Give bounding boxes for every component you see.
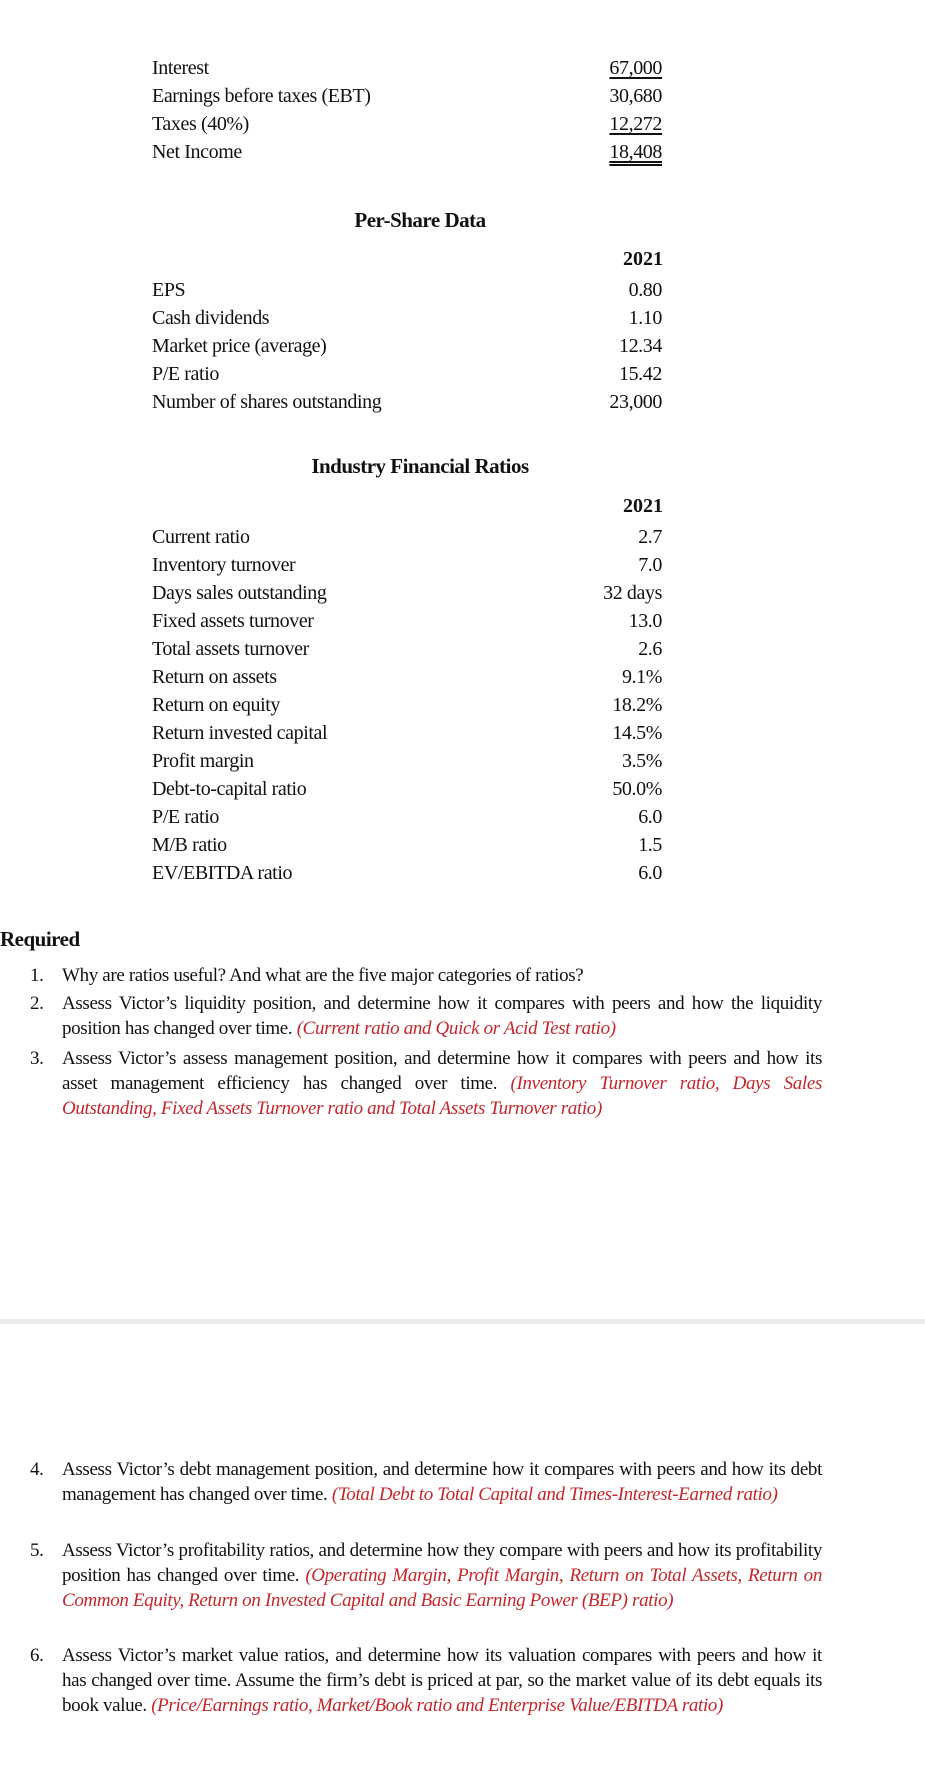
row-label: Profit margin — [152, 750, 254, 772]
row-value: 12.34 — [618, 335, 662, 357]
industry-ratio-row — [152, 579, 662, 607]
row-value: 9.1% — [621, 666, 662, 688]
question-1 — [30, 963, 822, 988]
question-number: 4. — [30, 1459, 44, 1480]
question-4 — [30, 1457, 822, 1507]
per-share-year: 2021 — [623, 248, 663, 270]
row-label: Taxes (40%) — [152, 113, 249, 135]
row-value: 12,272 — [609, 113, 662, 135]
row-label: P/E ratio — [152, 363, 219, 385]
question-hint: (Operating Margin, Profit Margin, Return on Total Assets, Return on Common Equity, Return on Invested Capital and Basic Earning Power (BEP) ratio) — [62, 1565, 822, 1611]
income-row-taxes — [152, 110, 662, 138]
question-text: Assess Victor’s assess management position, and determine how it compares with peers and how its asset management efficiency has changed over time. — [62, 1048, 822, 1094]
question-text: Assess Victor’s profitability ratios, and determine how they compare with peers and how its profitability position has changed over time. — [62, 1540, 822, 1586]
income-row-interest — [152, 54, 662, 82]
row-value: 14.5% — [612, 722, 662, 744]
row-value: 23,000 — [609, 391, 662, 413]
question-text: Assess Victor’s market value ratios, and determine how its valuation compares with peers and how it has changed over time. Assume the firm’s debt is priced at par, so the market value of its debt equals its book value. — [62, 1645, 822, 1716]
industry-ratio-row — [152, 551, 662, 579]
row-label: Debt-to-capital ratio — [152, 778, 307, 800]
row-value: 67,000 — [609, 57, 662, 79]
row-value: 13.0 — [628, 610, 662, 632]
industry-year: 2021 — [623, 495, 663, 517]
row-value: 15.42 — [618, 363, 662, 385]
question-number: 3. — [30, 1048, 44, 1069]
row-value: 30,680 — [609, 85, 662, 107]
per-share-row — [152, 276, 662, 304]
row-value: 0.80 — [628, 279, 662, 301]
page-divider — [0, 1319, 925, 1324]
question-hint: (Inventory Turnover ratio, Days Sales Outstanding, Fixed Assets Turnover ratio and Total Assets Turnover ratio) — [62, 1073, 822, 1119]
row-value: 2.6 — [638, 638, 662, 660]
industry-ratio-row — [152, 663, 662, 691]
row-value: 7.0 — [638, 554, 662, 576]
row-value: 1.10 — [628, 307, 662, 329]
row-label: Current ratio — [152, 526, 250, 548]
row-label: Days sales outstanding — [152, 582, 327, 604]
question-2 — [30, 991, 822, 1041]
row-label: Return on equity — [152, 694, 281, 716]
row-label: Earnings before taxes (EBT) — [152, 85, 371, 107]
industry-ratio-row — [152, 831, 662, 859]
industry-ratio-row — [152, 523, 662, 551]
row-label: Net Income — [152, 141, 242, 163]
row-label: Number of shares outstanding — [152, 391, 382, 413]
row-label: EPS — [152, 279, 186, 301]
per-share-row — [152, 332, 662, 360]
document-page-2 — [0, 1340, 925, 1784]
question-hint: (Price/Earnings ratio, Market/Book ratio and Enterprise Value/EBITDA ratio) — [151, 1695, 724, 1716]
industry-ratio-row — [152, 691, 662, 719]
per-share-heading: Per-Share Data — [354, 208, 486, 232]
question-number: 1. — [30, 965, 44, 986]
row-value: 32 days — [603, 582, 662, 604]
question-number: 5. — [30, 1540, 44, 1561]
industry-ratio-row — [152, 803, 662, 831]
row-label: Return on assets — [152, 666, 277, 688]
industry-ratio-row — [152, 635, 662, 663]
required-heading: Required — [0, 927, 80, 951]
industry-ratio-row — [152, 747, 662, 775]
question-6 — [30, 1643, 822, 1718]
industry-ratio-row — [152, 719, 662, 747]
row-label: Fixed assets turnover — [152, 610, 314, 632]
income-row-net-income — [152, 138, 662, 166]
question-text: Assess Victor’s liquidity position, and determine how it compares with peers and how the liquidity position has changed over time. — [62, 993, 822, 1039]
row-value: 18.2% — [612, 694, 662, 716]
question-3 — [30, 1046, 822, 1121]
row-label: Cash dividends — [152, 307, 270, 329]
row-value: 3.5% — [621, 750, 662, 772]
question-5 — [30, 1538, 822, 1613]
industry-ratio-row — [152, 859, 662, 887]
per-share-row — [152, 388, 662, 416]
per-share-row — [152, 304, 662, 332]
industry-ratio-row — [152, 607, 662, 635]
row-value: 50.0% — [612, 778, 662, 800]
row-value: 6.0 — [638, 862, 662, 884]
industry-ratio-row — [152, 775, 662, 803]
question-text: Assess Victor’s debt management position, and determine how it compares with peers and how its debt management has changed over time. — [62, 1459, 822, 1505]
row-label: Interest — [152, 57, 209, 79]
question-hint: (Current ratio and Quick or Acid Test ratio) — [296, 1018, 616, 1039]
question-number: 2. — [30, 993, 44, 1014]
question-text: Why are ratios useful? And what are the five major categories of ratios? — [62, 965, 584, 986]
row-label: Market price (average) — [152, 335, 327, 357]
row-label: P/E ratio — [152, 806, 219, 828]
row-label: Inventory turnover — [152, 554, 296, 576]
question-hint: (Total Debt to Total Capital and Times-Interest-Earned ratio) — [331, 1484, 778, 1505]
row-label: M/B ratio — [152, 834, 227, 856]
per-share-row — [152, 360, 662, 388]
row-label: Total assets turnover — [152, 638, 309, 660]
row-value: 18,408 — [609, 141, 662, 163]
row-label: Return invested capital — [152, 722, 328, 744]
row-value: 2.7 — [638, 526, 662, 548]
question-number: 6. — [30, 1645, 44, 1666]
industry-heading: Industry Financial Ratios — [311, 454, 529, 478]
income-row-ebt — [152, 82, 662, 110]
row-value: 1.5 — [638, 834, 662, 856]
row-label: EV/EBITDA ratio — [152, 862, 293, 884]
row-value: 6.0 — [638, 806, 662, 828]
